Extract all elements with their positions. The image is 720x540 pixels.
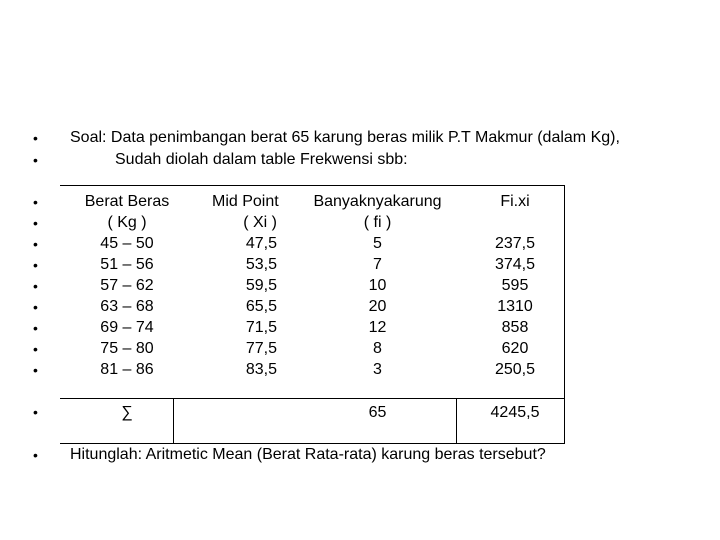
cell-fi-xi: 858 <box>501 319 529 336</box>
total-weight-range: ∑ <box>121 404 133 421</box>
cell-mid-point: 47,5 <box>245 235 277 252</box>
bullet-point: • <box>33 404 38 420</box>
cell-frequency: 5 <box>373 235 382 252</box>
cell-frequency: 3 <box>373 361 382 378</box>
cell-weight-range: 57 – 62 <box>100 277 154 294</box>
header-fi-xi: Fi.xi <box>500 193 530 210</box>
bullet-point: • <box>33 447 38 463</box>
header-frequency: Banyaknyakarung <box>313 193 442 210</box>
bullet-point: • <box>33 278 38 294</box>
cell-frequency: 7 <box>373 256 382 273</box>
bullet-point: • <box>33 236 38 252</box>
table-total-divider <box>456 398 457 443</box>
cell-mid-point: 83,5 <box>245 361 277 378</box>
cell-mid-point: 59,5 <box>245 277 277 294</box>
cell-mid-point: 65,5 <box>245 298 277 315</box>
cell-fi-xi: 595 <box>501 277 529 294</box>
cell-fi-xi: 250,5 <box>494 361 536 378</box>
header-unit-mid-point: ( Xi ) <box>243 214 277 231</box>
bullet-point: • <box>33 299 38 315</box>
cell-weight-range: 51 – 56 <box>100 256 154 273</box>
cell-frequency: 12 <box>368 319 387 336</box>
cell-frequency: 20 <box>368 298 387 315</box>
cell-frequency: 8 <box>373 340 382 357</box>
cell-weight-range: 75 – 80 <box>100 340 154 357</box>
total-fi-xi: 4245,5 <box>490 404 540 421</box>
header-unit-weight-range: ( Kg ) <box>107 214 147 231</box>
bullet-point: • <box>33 341 38 357</box>
header-mid-point: Mid Point <box>212 193 279 210</box>
bullet-point: • <box>33 152 38 168</box>
bullet-point: • <box>33 320 38 336</box>
cell-mid-point: 71,5 <box>245 319 277 336</box>
cell-mid-point: 77,5 <box>245 340 277 357</box>
cell-fi-xi: 1310 <box>497 298 533 315</box>
cell-weight-range: 81 – 86 <box>100 361 154 378</box>
bullet-point: • <box>33 257 38 273</box>
question-text: Hitunglah: Aritmetic Mean (Berat Rata-rata) karung beras tersebut? <box>70 446 546 463</box>
cell-fi-xi: 620 <box>501 340 529 357</box>
cell-mid-point: 53,5 <box>245 256 277 273</box>
bullet-point: • <box>33 130 38 146</box>
cell-frequency: 10 <box>368 277 387 294</box>
table-top-border <box>60 185 565 186</box>
bullet-point: • <box>33 215 38 231</box>
bullet-point: • <box>33 194 38 210</box>
cell-weight-range: 63 – 68 <box>100 298 154 315</box>
header-unit-frequency: ( fi ) <box>363 214 392 231</box>
intro-line-1: Soal: Data penimbangan berat 65 karung beras milik P.T Makmur (dalam Kg), <box>70 129 620 146</box>
bullet-point: • <box>33 362 38 378</box>
header-weight-range: Berat Beras <box>84 193 170 210</box>
cell-fi-xi: 237,5 <box>494 235 536 252</box>
table-total-separator <box>60 398 565 399</box>
table-bottom-border <box>60 443 565 444</box>
cell-weight-range: 69 – 74 <box>100 319 154 336</box>
cell-weight-range: 45 – 50 <box>100 235 154 252</box>
intro-line-2: Sudah diolah dalam table Frekwensi sbb: <box>115 151 408 168</box>
cell-fi-xi: 374,5 <box>494 256 536 273</box>
total-frequency: 65 <box>368 404 387 421</box>
